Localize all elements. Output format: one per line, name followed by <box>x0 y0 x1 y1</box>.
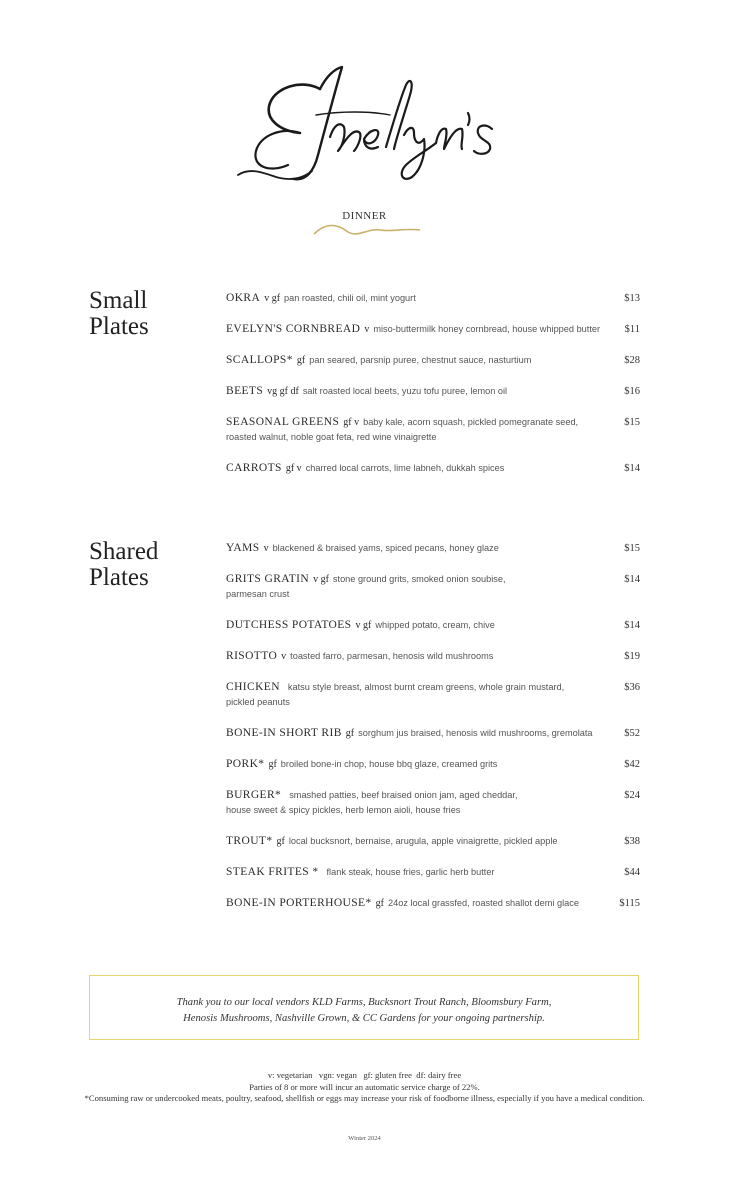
item-description: local bucksnort, bernaise, arugula, apple vinaigrette, pickled apple <box>288 836 558 846</box>
item-name: CHICKEN <box>226 681 280 693</box>
shared-plates-list <box>226 541 640 911</box>
item-description: broiled bone-in chop, house bbq glaze, creamed grits <box>280 759 498 769</box>
item-price: $28 <box>624 355 640 366</box>
menu-item-trout <box>226 834 640 849</box>
item-name: BONE-IN SHORT RIB <box>226 727 342 739</box>
item-name: BEETS <box>226 385 264 397</box>
item-description: flank steak, house fries, garlic herb butter <box>326 867 495 877</box>
menu-item-scallops <box>226 353 640 368</box>
section-title-line: Shared <box>89 538 159 565</box>
item-description: baby kale, acorn squash, pickled pomegranate seed, <box>363 417 579 427</box>
item-name: DUTCHESS POTATOES <box>226 619 352 631</box>
vendor-thanks-line: Thank you to our local vendors KLD Farms, Bucksnort Trout Ranch, Bloomsbury Farm, <box>176 997 552 1008</box>
item-tags: gf <box>296 355 306 366</box>
item-price: $13 <box>624 293 640 304</box>
menu-item-yams <box>226 541 640 556</box>
item-description-continued: roasted walnut, noble goat feta, red wine vinaigrette <box>226 432 437 442</box>
item-name: BURGER* <box>226 789 282 801</box>
item-price: $24 <box>624 790 640 801</box>
item-name: CARROTS <box>226 462 282 474</box>
menu-item-short-rib <box>226 726 640 741</box>
item-price: $115 <box>619 898 640 909</box>
item-price: $14 <box>624 463 640 474</box>
item-price: $15 <box>624 543 640 554</box>
section-title-line: Small <box>89 287 148 314</box>
dietary-legend: v: vegetarian vgn: vegan gf: gluten free df: dairy free <box>267 1070 462 1080</box>
item-name: RISOTTO <box>226 650 278 662</box>
section-title-small-plates <box>89 288 149 340</box>
small-plates-list <box>226 291 640 476</box>
item-name: BONE-IN PORTERHOUSE* <box>226 897 372 909</box>
item-tags: gf <box>268 759 277 770</box>
menu-item-seasonal-greens <box>226 415 640 445</box>
menu-item-okra <box>226 291 640 306</box>
item-name: OKRA <box>226 292 261 304</box>
item-price: $42 <box>624 759 640 770</box>
item-tags: gf <box>276 836 285 847</box>
item-price: $36 <box>624 682 640 693</box>
item-tags: v gf <box>313 574 329 585</box>
menu-item-carrots <box>226 461 640 476</box>
section-title-shared-plates <box>89 539 158 591</box>
item-tags: gf v <box>343 417 360 428</box>
vendor-thanks-box <box>89 975 639 1040</box>
item-price: $11 <box>624 324 640 335</box>
item-description: sorghum jus braised, henosis wild mushrooms, gremolata <box>358 728 593 738</box>
menu-item-grits-gratin <box>226 572 640 602</box>
item-price: $52 <box>624 728 640 739</box>
item-price: $15 <box>624 417 640 428</box>
menu-item-steak-frites <box>226 865 640 880</box>
item-name: PORK* <box>226 758 265 770</box>
item-tags: v gf <box>264 293 281 304</box>
item-description: pan seared, parsnip puree, chestnut sauce, nasturtium <box>309 355 532 365</box>
item-name: SEASONAL GREENS <box>226 416 340 428</box>
gold-swash-ornament <box>312 220 422 240</box>
item-description: toasted farro, parmesan, henosis wild mushrooms <box>290 651 494 661</box>
service-charge-note: Parties of 8 or more will incur an automatic service charge of 22%. <box>249 1081 480 1092</box>
menu-item-chicken <box>226 680 640 710</box>
menu-item-risotto <box>226 649 640 664</box>
item-tags: gf v <box>285 463 302 474</box>
item-description: smashed patties, beef braised onion jam, aged cheddar, <box>289 790 518 800</box>
item-name: YAMS <box>226 542 260 554</box>
item-name: TROUT* <box>226 835 273 847</box>
item-price: $16 <box>624 386 640 397</box>
item-price: $19 <box>624 651 640 662</box>
item-price: $44 <box>624 867 640 878</box>
item-description: charred local carrots, lime labneh, dukkah spices <box>305 463 505 473</box>
season-label: Winter 2024 <box>348 1135 381 1142</box>
item-tags: gf <box>375 898 384 909</box>
item-description: blackened & braised yams, spiced pecans, honey glaze <box>272 543 499 553</box>
item-description: katsu style breast, almost burnt cream greens, whole grain mustard, <box>287 682 565 692</box>
item-name: SCALLOPS* <box>226 354 293 366</box>
item-description: pan roasted, chili oil, mint yogurt <box>284 293 416 303</box>
menu-item-porterhouse <box>226 896 640 911</box>
menu-item-burger <box>226 788 640 818</box>
item-tags: v <box>263 543 269 554</box>
menu-item-dutchess-potatoes <box>226 618 640 633</box>
item-tags: gf <box>345 728 355 739</box>
meal-label: DINNER <box>342 210 387 222</box>
item-description-continued: pickled peanuts <box>226 697 290 707</box>
item-description: stone ground grits, smoked onion soubise, <box>332 574 506 584</box>
item-tags: v <box>364 324 370 335</box>
item-description: miso-buttermilk honey cornbread, house whipped butter <box>373 324 601 334</box>
menu-item-pork <box>226 757 640 772</box>
consumption-warning: *Consuming raw or undercooked meats, poultry, seafood, shellfish or eggs may increase your risk of foodborne illness, especially if you have a medical condition. <box>84 1093 645 1103</box>
item-description-continued: house sweet & spicy pickles, herb lemon aioli, house fries <box>226 805 461 815</box>
item-tags: vg gf df <box>267 386 299 397</box>
menu-footer <box>0 1070 729 1105</box>
item-description: whipped potato, cream, chive <box>375 620 495 630</box>
item-name: GRITS GRATIN <box>226 573 310 585</box>
menu-item-beets <box>226 384 640 399</box>
item-description-continued: parmesan crust <box>226 589 290 599</box>
item-tags: v gf <box>355 620 372 631</box>
menu-item-cornbread <box>226 322 640 337</box>
vendor-thanks-line: Henosis Mushrooms, Nashville Grown, & CC Gardens for your ongoing partnership. <box>183 1013 545 1024</box>
item-tags: v <box>281 651 287 662</box>
section-title-line: Plates <box>89 564 149 591</box>
item-price: $14 <box>624 574 640 585</box>
item-name: EVELYN'S CORNBREAD <box>226 323 361 335</box>
item-description: 24oz local grassfed, roasted shallot demi glace <box>387 898 579 908</box>
evelyns-logo <box>230 55 500 195</box>
item-description: salt roasted local beets, yuzu tofu puree, lemon oil <box>302 386 508 396</box>
item-price: $38 <box>624 836 640 847</box>
item-name: STEAK FRITES * <box>226 866 319 878</box>
section-title-line: Plates <box>89 313 149 340</box>
item-price: $14 <box>624 620 640 631</box>
